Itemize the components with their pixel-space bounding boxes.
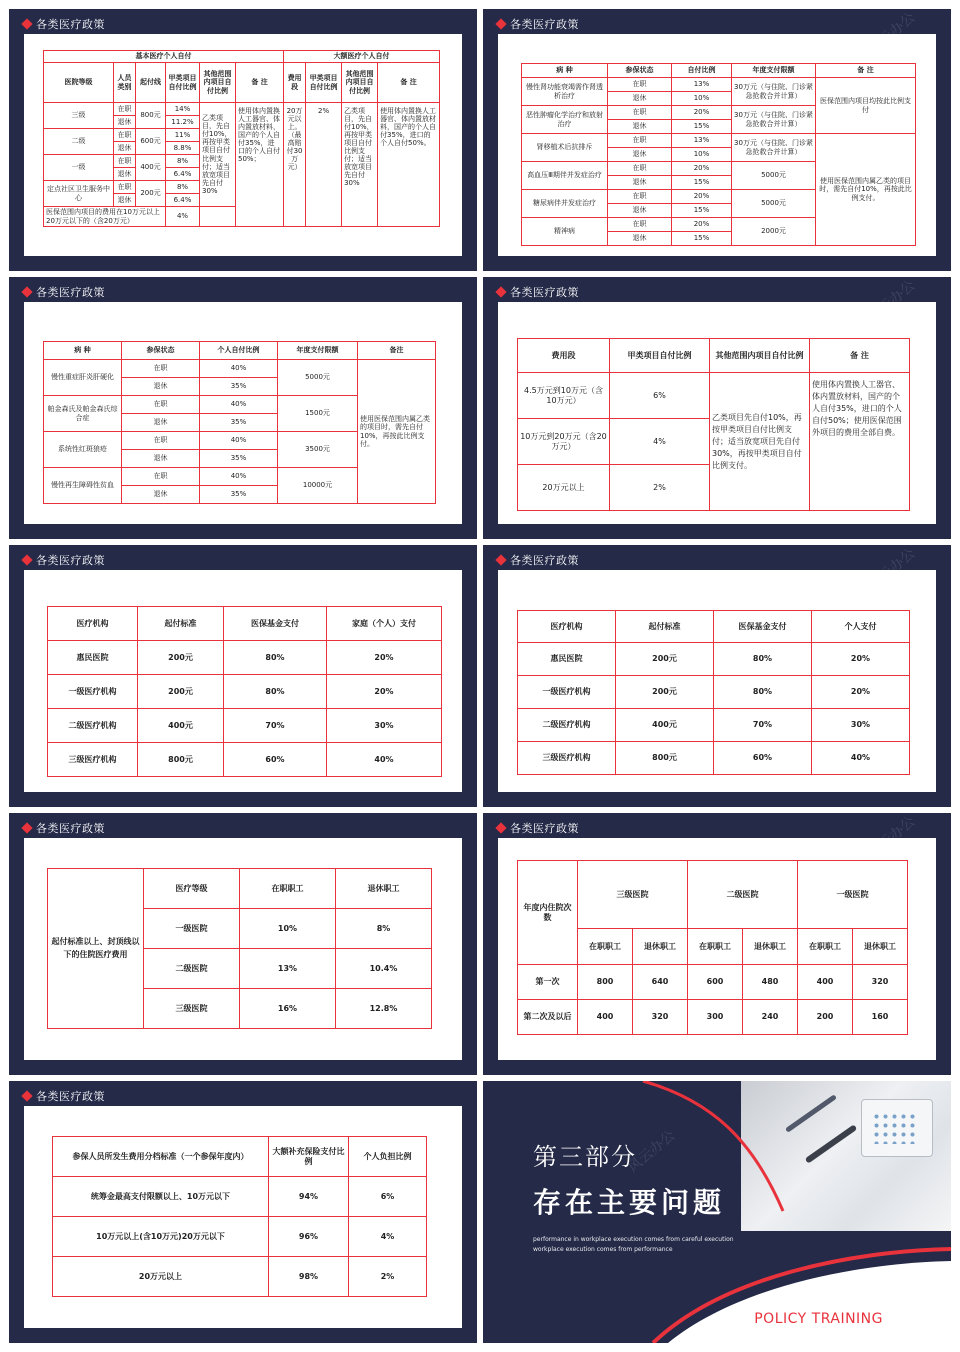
inpatient-ratio-table: [47, 868, 432, 1029]
slide-7[interactable]: [9, 813, 477, 1075]
cell: 400元: [138, 709, 224, 743]
cell: 20万元以上: [53, 1257, 269, 1297]
cell: 一级医院: [144, 909, 240, 949]
cell: 15%: [672, 232, 732, 246]
cell: 三级: [44, 103, 114, 129]
content-panel: [498, 34, 936, 256]
th: 备 注: [810, 339, 910, 373]
cell: 5000元: [732, 190, 816, 218]
slide-1[interactable]: [9, 9, 477, 271]
th-deduct: 起付线: [136, 63, 166, 103]
th: 备 注: [816, 64, 916, 78]
th: 医疗机构: [518, 611, 616, 643]
cell: 40%: [200, 468, 278, 486]
cell: 200元: [138, 675, 224, 709]
cell: 6.4%: [166, 194, 200, 207]
cell: 在职: [122, 468, 200, 486]
cell: 13%: [672, 134, 732, 148]
cell: 二级医疗机构: [518, 709, 616, 742]
cell: 在职: [608, 162, 672, 176]
large-expense-table: [517, 338, 910, 511]
group-basic: 基本医疗个人自付: [44, 51, 284, 63]
slide-header: 各类医疗政策: [23, 15, 105, 33]
th: 在职职工: [240, 869, 336, 909]
cell: 13%: [240, 949, 336, 989]
deductible-by-visit-table: [517, 860, 908, 1035]
th-note: 备 注: [236, 63, 284, 103]
cell: 2000元: [732, 218, 816, 246]
cell: 40%: [200, 432, 278, 450]
cell: 肾移植术后抗排斥: [522, 134, 608, 162]
cell: 糖尿病伴并发症治疗: [522, 190, 608, 218]
th: 二级医院: [688, 861, 798, 929]
cell: 35%: [200, 486, 278, 504]
cell: 帕金森氏及帕金森氏综合症: [44, 396, 122, 432]
cell: 20%: [812, 676, 910, 709]
cell: 20%: [672, 190, 732, 204]
cell: 80%: [714, 676, 812, 709]
content-panel: [24, 34, 462, 256]
cell: 80%: [224, 641, 327, 675]
diamond-icon: [21, 554, 32, 565]
cell: 30万元（与住院、门诊紧急抢救合并计算）: [732, 134, 816, 162]
cell: 5000元: [278, 360, 358, 396]
cell: 惠民医院: [48, 641, 138, 675]
content-panel: [498, 302, 936, 524]
th: 医疗等级: [144, 869, 240, 909]
cell: 640: [633, 965, 688, 1000]
th: 在职职工: [798, 929, 853, 965]
cell: 统筹金最高支付限额以上、10万元以下: [53, 1177, 269, 1217]
cell: 乙类项目，先自付10%，再按甲类项目自付比例支付；适当放宽项目先自付30%: [342, 103, 378, 227]
slide-header: 各类医疗政策: [23, 819, 105, 837]
cell: 10万元以上(含10万元)20万元以下: [53, 1217, 269, 1257]
cell: 在职: [608, 78, 672, 92]
cell: 一级: [44, 155, 114, 181]
cell: 退休: [608, 232, 672, 246]
th: 其他范围内项目自付比例: [710, 339, 810, 373]
section-subtitle: [533, 1235, 734, 1255]
th: 医疗机构: [48, 607, 138, 641]
th: 年度支付限额: [278, 342, 358, 360]
th: 个人负担比例: [349, 1137, 427, 1177]
cell: 400元: [616, 709, 714, 742]
cell: 30%: [327, 709, 442, 743]
cell: 8.8%: [166, 142, 200, 155]
cell: 800元: [136, 103, 166, 129]
cell: 400: [578, 1000, 633, 1035]
group-large: 大额医疗个人自付: [284, 51, 440, 63]
cell: 退休: [114, 194, 136, 207]
diamond-icon: [21, 286, 32, 297]
slide-6[interactable]: [483, 545, 951, 807]
cell: 起付标准以上、封顶线以下的住院医疗费用: [48, 869, 144, 1029]
th-a: 甲类项目自付比例: [166, 63, 200, 103]
cell: 35%: [200, 378, 278, 396]
cell: 三级医疗机构: [48, 743, 138, 777]
cell: 10%: [240, 909, 336, 949]
content-panel: [498, 570, 936, 792]
cell: 医保范围内项目均按此比例支付: [816, 78, 916, 134]
slide-4[interactable]: [483, 277, 951, 539]
cell: 15%: [672, 120, 732, 134]
slide-3[interactable]: [9, 277, 477, 539]
cell: 二级医院: [144, 949, 240, 989]
th: 在职职工: [578, 929, 633, 965]
cell: 20%: [672, 106, 732, 120]
slide-10[interactable]: [483, 1081, 951, 1343]
cell: 11%: [166, 129, 200, 142]
cell: 40%: [812, 742, 910, 775]
cell: 乙类项目，先自付10%，再按甲类项目自付比例支付；适当放宽项目先自付30%: [200, 103, 236, 207]
cell: 使用体内置换人工器官、体内置放材料，国产的个人自付35%，进口的个人自付50%；: [236, 103, 284, 227]
cell: 300: [688, 1000, 743, 1035]
slide-header: 各类医疗政策: [23, 1087, 105, 1105]
th: 起付标准: [616, 611, 714, 643]
cell: 慢性肾功能衰竭需作肾透析治疗: [522, 78, 608, 106]
slide-8[interactable]: [483, 813, 951, 1075]
cell: 慢性重症肝炎肝硬化: [44, 360, 122, 396]
cell: 60%: [714, 742, 812, 775]
cell: 10%: [672, 148, 732, 162]
diamond-icon: [495, 554, 506, 565]
basic-large-medical-table: [43, 50, 440, 227]
th: 备注: [358, 342, 436, 360]
cell: 4%: [610, 419, 710, 465]
cell: 2%: [306, 103, 342, 227]
cell: 第二次及以后: [518, 1000, 578, 1035]
cell: 13%: [672, 78, 732, 92]
th-a2: 甲类项目自付比例: [306, 63, 342, 103]
slide-5[interactable]: [9, 545, 477, 807]
cell: 320: [853, 965, 908, 1000]
cell: 退休: [114, 168, 136, 181]
cell: 一级医疗机构: [48, 675, 138, 709]
cell: 200元: [616, 676, 714, 709]
chronic-disease-table: [521, 63, 916, 246]
section-title: 存在主要问题: [533, 1186, 726, 1219]
cell: 16%: [240, 989, 336, 1029]
slide-header: 各类医疗政策: [497, 551, 579, 569]
th: 家庭（个人）支付: [327, 607, 442, 641]
cell: 5000元: [732, 162, 816, 190]
cell: 800: [578, 965, 633, 1000]
cell: 98%: [269, 1257, 349, 1297]
cell: 一级医疗机构: [518, 676, 616, 709]
slide-9[interactable]: [9, 1081, 477, 1343]
cell: 800元: [138, 743, 224, 777]
th: 参保状态: [608, 64, 672, 78]
cell: 定点社区卫生服务中心: [44, 181, 114, 207]
cell: 三级医疗机构: [518, 742, 616, 775]
cell: 在职: [114, 181, 136, 194]
slide-header: 各类医疗政策: [23, 551, 105, 569]
th: 年度支付限额: [732, 64, 816, 78]
slide-header: 各类医疗政策: [497, 283, 579, 301]
cell: 恶性肿瘤化学治疗和放射治疗: [522, 106, 608, 134]
slide-2[interactable]: [483, 9, 951, 271]
subtitle-line-1: performance in workplace execution comes from careful execution: [533, 1236, 734, 1243]
cell: 三级医院: [144, 989, 240, 1029]
cell: 35%: [200, 450, 278, 468]
cell: 退休: [122, 414, 200, 432]
watermark: 风云办公: [625, 1127, 679, 1176]
institution-personal-table: [517, 610, 910, 775]
cell: 60%: [224, 743, 327, 777]
cell: 4%: [349, 1217, 427, 1257]
cell: 高血压Ⅲ期伴并发症治疗: [522, 162, 608, 190]
cell: 40%: [200, 360, 278, 378]
cell: 在职: [114, 155, 136, 168]
th: 起付标准: [138, 607, 224, 641]
institution-pay-table: [47, 606, 442, 777]
cell: 35%: [200, 414, 278, 432]
th: 参保人员所发生费用分档标准（一个参保年度内）: [53, 1137, 269, 1177]
cell: 退休: [122, 486, 200, 504]
cell: 40%: [200, 396, 278, 414]
cell: 退休: [608, 204, 672, 218]
cell: 400元: [136, 155, 166, 181]
cell: 2%: [349, 1257, 427, 1297]
th: 参保状态: [122, 342, 200, 360]
cell: 40%: [327, 743, 442, 777]
th-fee: 费用段: [284, 63, 306, 103]
cell: 退休: [114, 116, 136, 129]
th: 退休职工: [743, 929, 798, 965]
cell: 退休: [122, 450, 200, 468]
slide-header: 各类医疗政策: [497, 15, 579, 33]
cell: 20%: [672, 218, 732, 232]
cell: 退休: [608, 148, 672, 162]
th: 在职职工: [688, 929, 743, 965]
cell: 在职: [122, 396, 200, 414]
th: 三级医院: [578, 861, 688, 929]
diamond-icon: [495, 822, 506, 833]
diamond-icon: [495, 286, 506, 297]
cell: 8%: [336, 909, 432, 949]
th-level: 医院等级: [44, 63, 114, 103]
cell: 200元: [616, 643, 714, 676]
cell: 6%: [610, 373, 710, 419]
content-panel: [24, 570, 462, 792]
cell: 11.2%: [166, 116, 200, 129]
cell: 70%: [224, 709, 327, 743]
th: 退休职工: [336, 869, 432, 909]
cell: 80%: [714, 643, 812, 676]
diamond-icon: [495, 18, 506, 29]
cell: 80%: [224, 675, 327, 709]
cell: 240: [743, 1000, 798, 1035]
content-panel: [24, 838, 462, 1060]
cell: 二级: [44, 129, 114, 155]
th: 退休职工: [853, 929, 908, 965]
cell: 20%: [812, 643, 910, 676]
cell: 第一次: [518, 965, 578, 1000]
cell: 10.4%: [336, 949, 432, 989]
diamond-icon: [21, 822, 32, 833]
footer-label: POLICY TRAINING: [754, 1311, 883, 1327]
cell: 30万元（与住院、门诊紧急抢救合并计算）: [732, 78, 816, 106]
cell: 系统性红斑狼疮: [44, 432, 122, 468]
cell: 在职: [114, 103, 136, 116]
diamond-icon: [21, 18, 32, 29]
th-note2: 备 注: [378, 63, 440, 103]
slide-header: 各类医疗政策: [23, 283, 105, 301]
cell: 精神病: [522, 218, 608, 246]
cell: 200元: [136, 181, 166, 207]
cell: 200: [798, 1000, 853, 1035]
special-disease-table: [43, 341, 436, 504]
cell: 8%: [166, 155, 200, 168]
th: 病 种: [44, 342, 122, 360]
th: 医保基金支付: [714, 611, 812, 643]
supplementary-insurance-table: [52, 1136, 427, 1297]
th-person: 人员类别: [114, 63, 136, 103]
th: 甲类项目自付比例: [610, 339, 710, 373]
cell: 乙类项目先自付10%，再按甲类项目自付比例支付；适当放宽项目先自付30%，再按甲类项目自付比例支付。: [710, 373, 810, 511]
diamond-icon: [21, 1090, 32, 1101]
cell: 15%: [672, 204, 732, 218]
cell: 10万元到20万元（含20万元）: [518, 419, 610, 465]
cell: 退休: [608, 120, 672, 134]
cell: 12.8%: [336, 989, 432, 1029]
cell: 使用体内置换人工器官、体内置放材料，国产的个人自付35%，进口的个人自付50%；使用医保范围外项目的费用全部自费。: [810, 373, 910, 511]
cell: 96%: [269, 1217, 349, 1257]
subtitle-line-2: workplace execution comes from performance: [533, 1246, 673, 1253]
th: 医保基金支付: [224, 607, 327, 641]
th: 大额补充保险支付比例: [269, 1137, 349, 1177]
cell: 使用体内置换人工器官、体内置放材料，国产的个人自付35%，进口的个人自付50%。: [378, 103, 440, 227]
cell: 慢性再生障碍性贫血: [44, 468, 122, 504]
cell: 医保范围内项目的费用在10万元以上20万元以下的（含20万元）: [44, 207, 166, 227]
cell: 退休: [608, 176, 672, 190]
cell: 8%: [166, 181, 200, 194]
cell: 400: [798, 965, 853, 1000]
th: 一级医院: [798, 861, 908, 929]
cell: 使用医保范围内属乙类的项目时，需先自付10%，再按此比例支付。: [358, 360, 436, 504]
th: 退休职工: [633, 929, 688, 965]
cell: 20%: [327, 675, 442, 709]
cell: 20万元以上: [518, 465, 610, 511]
cell: 800元: [616, 742, 714, 775]
th: 个人自付比例: [200, 342, 278, 360]
cell: 20%: [327, 641, 442, 675]
cell: 600: [688, 965, 743, 1000]
cell: 退休: [608, 92, 672, 106]
slide-header: 各类医疗政策: [497, 819, 579, 837]
cell: 在职: [122, 432, 200, 450]
cell: 在职: [608, 106, 672, 120]
cell: 2%: [610, 465, 710, 511]
cell: 在职: [122, 360, 200, 378]
cell: 20万元以上。（最高赔付30万元）: [284, 103, 306, 227]
cell: 3500元: [278, 432, 358, 468]
cell: 200元: [138, 641, 224, 675]
content-panel: [498, 838, 936, 1060]
content-panel: [24, 302, 462, 524]
th: 年度内住院次数: [518, 861, 578, 965]
cell: 30万元（与住院、门诊紧急抢救合并计算）: [732, 106, 816, 134]
cell: 6.4%: [166, 168, 200, 181]
cell: 退休: [122, 378, 200, 396]
content-panel: [24, 1106, 462, 1328]
cell: 480: [743, 965, 798, 1000]
th: 病 种: [522, 64, 608, 78]
cell: 20%: [672, 162, 732, 176]
th: 自付比例: [672, 64, 732, 78]
cell: 惠民医院: [518, 643, 616, 676]
cell: 4%: [166, 207, 200, 227]
cell: 94%: [269, 1177, 349, 1217]
cell: 6%: [349, 1177, 427, 1217]
cell: 14%: [166, 103, 200, 116]
cell: 使用医保范围内属乙类的项目时，需先自付10%，再按此比例支付。: [816, 134, 916, 246]
cell: 10%: [672, 92, 732, 106]
cell: 二级医疗机构: [48, 709, 138, 743]
th: 个人支付: [812, 611, 910, 643]
cell: 320: [633, 1000, 688, 1035]
th-other: 其他范围内项目自付比例: [200, 63, 236, 103]
cell: [200, 207, 236, 227]
cell: 在职: [608, 218, 672, 232]
cell: 1500元: [278, 396, 358, 432]
th-other2: 其他范围内项目自付比例: [342, 63, 378, 103]
cell: 15%: [672, 176, 732, 190]
cell: 4.5万元到10万元（含10万元）: [518, 373, 610, 419]
cell: 70%: [714, 709, 812, 742]
cell: 退休: [114, 142, 136, 155]
cell: 30%: [812, 709, 910, 742]
cell: 在职: [608, 134, 672, 148]
cell: 600元: [136, 129, 166, 155]
cell: 10000元: [278, 468, 358, 504]
cell: 在职: [608, 190, 672, 204]
cell: 160: [853, 1000, 908, 1035]
section-number: 第三部分: [533, 1143, 637, 1171]
cell: 在职: [114, 129, 136, 142]
th: 费用段: [518, 339, 610, 373]
